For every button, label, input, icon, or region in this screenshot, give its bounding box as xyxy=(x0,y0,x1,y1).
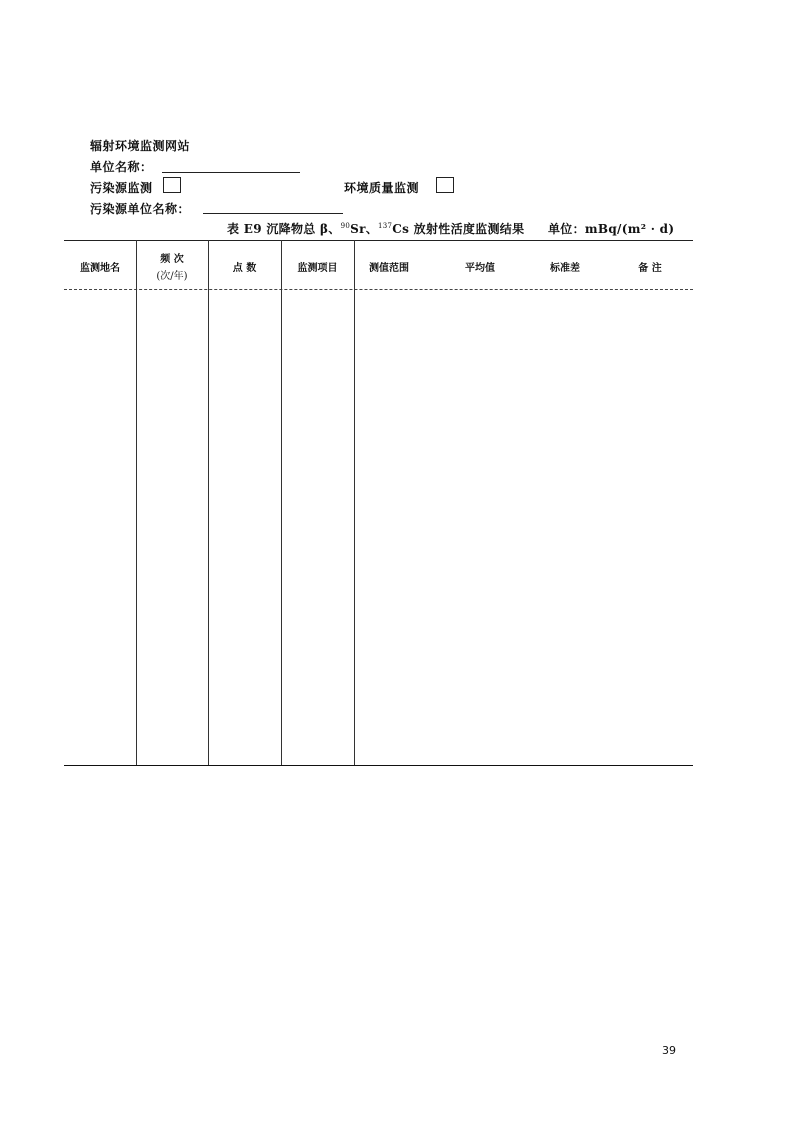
unit-name-field[interactable] xyxy=(162,172,300,173)
col-header-site: 监测地名 xyxy=(80,263,120,274)
env-quality-monitor-checkbox[interactable] xyxy=(436,177,454,193)
table-header-rule xyxy=(64,289,693,290)
col-header-mean: 平均值 xyxy=(465,263,495,274)
col-header-frequency: 频 次 xyxy=(160,254,184,265)
table-bottom-rule xyxy=(64,765,693,766)
col-header-range: 测值范围 xyxy=(369,263,409,274)
column-divider xyxy=(136,240,137,765)
pollution-monitor-checkbox[interactable] xyxy=(163,177,181,193)
sr-symbol: Sr、 xyxy=(350,222,379,236)
pollution-unit-name-field[interactable] xyxy=(203,213,343,214)
table-top-rule xyxy=(64,240,693,241)
unit-name-label: 单位名称： xyxy=(90,160,153,174)
col-header-frequency-unit: (次/年) xyxy=(156,271,188,282)
caption-prefix: 表 E9 沉降物总 β、 xyxy=(227,222,341,236)
pollution-monitor-label: 污染源监测 xyxy=(90,181,153,195)
column-divider xyxy=(281,240,282,765)
col-header-item: 监测项目 xyxy=(297,263,338,274)
sr-mass-number: 90 xyxy=(340,222,351,230)
col-header-points: 点 数 xyxy=(232,263,257,274)
org-name: 辐射环境监测网站 xyxy=(90,139,191,153)
env-quality-monitor-label: 环境质量监测 xyxy=(344,181,420,195)
caption-suffix: Cs 放射性活度监测结果 xyxy=(392,222,525,236)
col-header-std: 标准差 xyxy=(550,263,580,274)
pollution-unit-name-label: 污染源单位名称： xyxy=(90,202,191,216)
cs-mass-number: 137 xyxy=(378,222,393,230)
table-caption xyxy=(227,220,524,237)
column-divider xyxy=(354,240,355,765)
column-divider xyxy=(208,240,209,765)
page-number: 39 xyxy=(662,1044,676,1057)
table-unit: 单位：mBq/(m² · d) xyxy=(548,222,675,236)
col-header-note: 备 注 xyxy=(638,263,662,274)
